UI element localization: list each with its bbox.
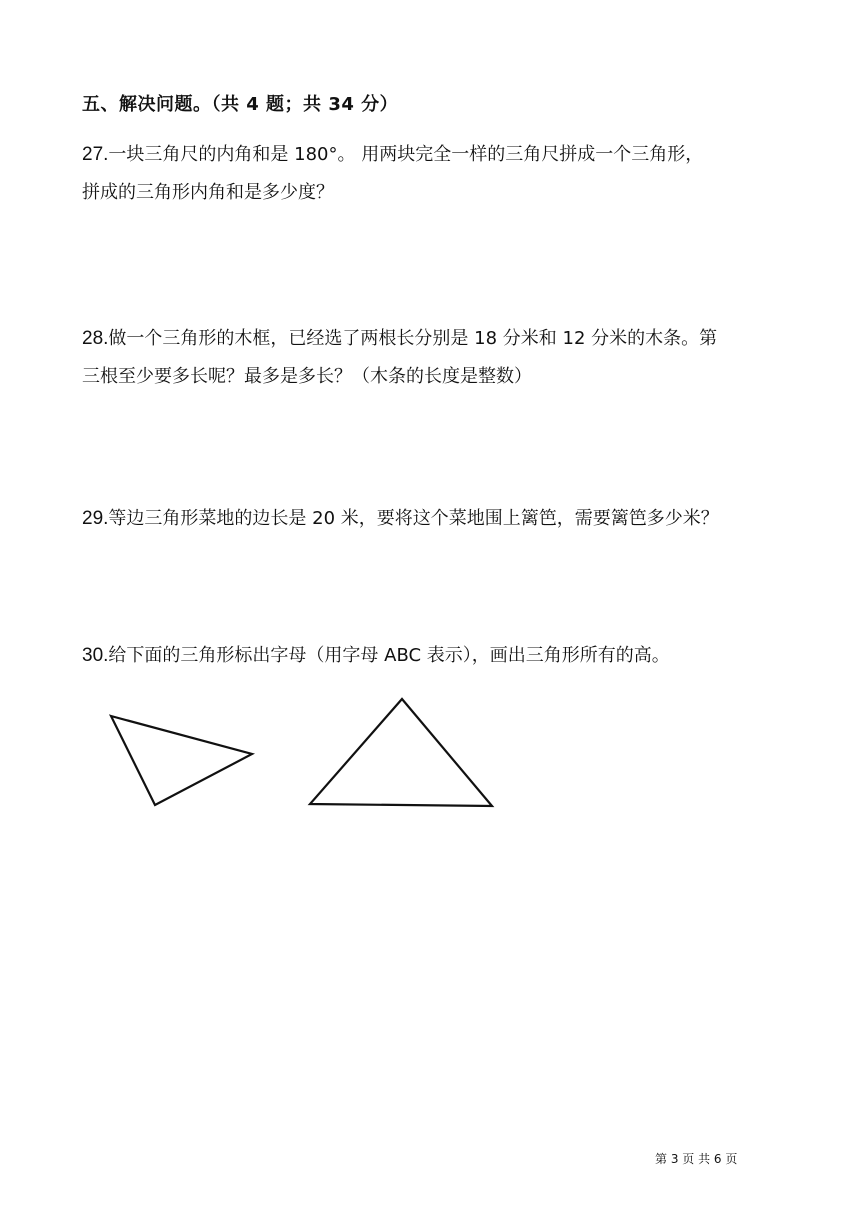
question-27 [82, 136, 782, 212]
question-29-number: 29. [82, 508, 109, 529]
question-28-line-2: 三根至少要多长呢？最多是多长？（木条的长度是整数） [82, 366, 532, 387]
question-27-line-1 [82, 136, 782, 174]
section-title: 五、解决问题。（共 4 题；共 34 分） [82, 94, 399, 115]
question-28-line-1 [82, 320, 782, 358]
question-27-number: 27. [82, 144, 109, 165]
question-27-line-2: 拼成的三角形内角和是多少度？ [82, 182, 334, 203]
question-28-text-1: 做一个三角形的木框，已经选了两根长分别是 18 分米和 12 分米的木条。第 [108, 328, 718, 349]
question-27-text-1: 一块三角尺的内角和是 180°。 用两块完全一样的三角尺拼成一个三角形， [108, 144, 704, 165]
question-29 [82, 500, 782, 538]
question-29-text-1: 等边三角形菜地的边长是 20 米，要将这个菜地围上篱笆，需要篱笆多少米？ [108, 508, 719, 529]
triangle-right [310, 699, 492, 806]
question-28 [82, 320, 782, 396]
question-30-number: 30. [82, 645, 109, 666]
question-30-text-1: 给下面的三角形标出字母（用字母 ABC 表示），画出三角形所有的高。 [108, 645, 670, 666]
question-30-line-1 [82, 637, 782, 675]
page-footer: 第 3 页 共 6 页 [655, 1152, 738, 1166]
question-29-line-1 [82, 500, 782, 538]
question-28-number: 28. [82, 328, 109, 349]
question-30 [82, 637, 782, 675]
triangle-left [111, 716, 252, 805]
